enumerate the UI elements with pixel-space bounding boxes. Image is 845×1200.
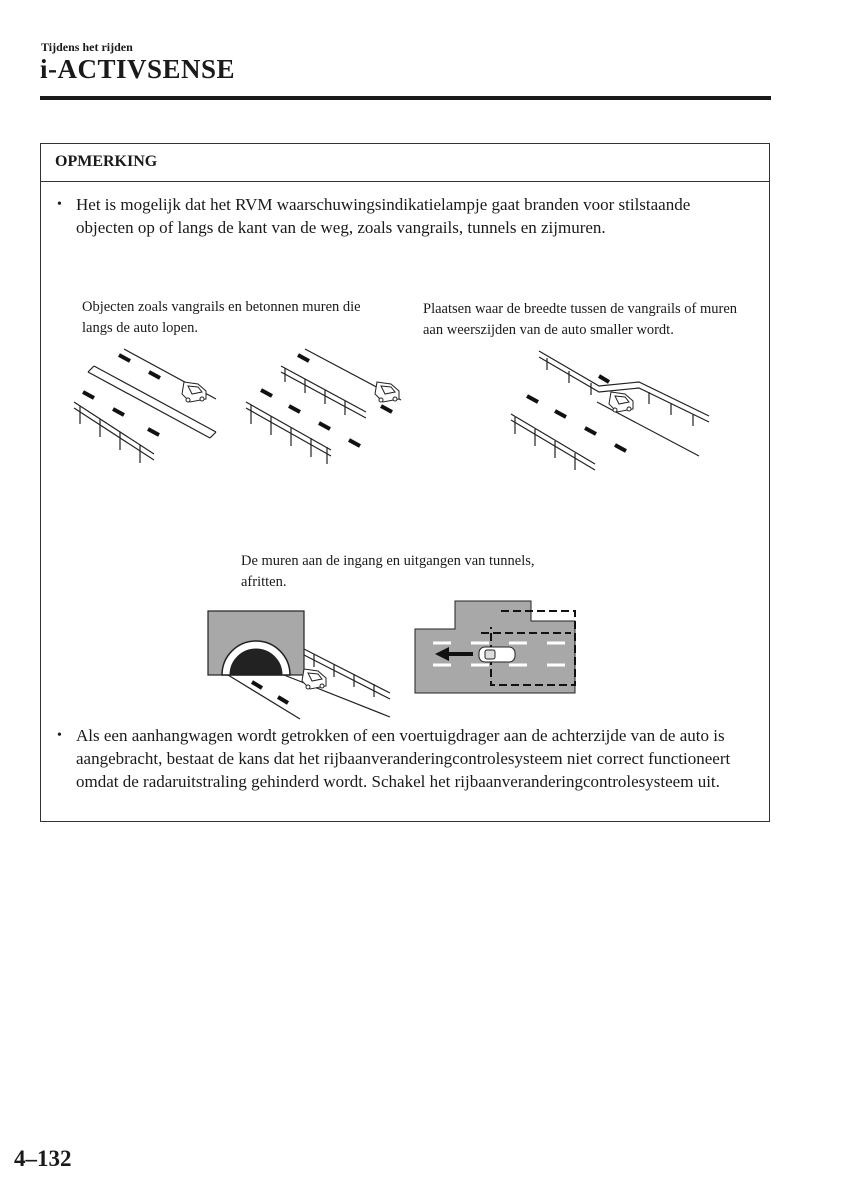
illustration-narrowing-guardrail: [499, 346, 714, 481]
note-box: [40, 143, 770, 822]
note-bullet-1: [55, 193, 751, 239]
illustration-guardrail-wall: [66, 344, 231, 474]
illustration-top-down-road: [413, 599, 578, 699]
illustration-tunnel: [204, 607, 394, 722]
note-bullet-1-text: Het is mogelijk dat het RVM waarschuwingsindikatielampje gaat branden voor stilstaande objecten op of langs de kant van de weg, zoals vangrails, tunnels en zijmuren.: [76, 195, 691, 237]
note-heading: OPMERKING: [55, 153, 158, 170]
caption-center: De muren aan de ingang en uitgangen van tunnels, afritten.: [241, 553, 535, 590]
page-number: 4–132: [14, 1146, 72, 1171]
page-title: i-ACTIVSENSE: [40, 54, 236, 84]
section-label: Tijdens het rijden: [41, 40, 133, 54]
caption-left: Objecten zoals vangrails en betonnen muren die langs de auto lopen.: [82, 299, 361, 336]
illustration-double-guardrail: [241, 344, 416, 474]
note-header: [41, 144, 769, 182]
bullet-symbol: •: [57, 197, 62, 212]
title-divider: [40, 96, 771, 100]
caption-right: Plaatsen waar de breedte tussen de vangrails of muren aan weerszijden van de auto smaller wordt.: [423, 301, 738, 338]
note-bullet-2: [55, 724, 751, 793]
note-bullet-2-text: Als een aanhangwagen wordt getrokken of een voertuigdrager aan de achterzijde van de auto is aangebracht, bestaat de kans dat het rijbaanveranderingcontrolesysteem niet correct functioneert omdat de radaruitstraling gehinderd wordt. Schakel het rijbaanveranderingcontrolesysteem uit.: [76, 726, 731, 791]
bullet-symbol: •: [57, 728, 62, 743]
